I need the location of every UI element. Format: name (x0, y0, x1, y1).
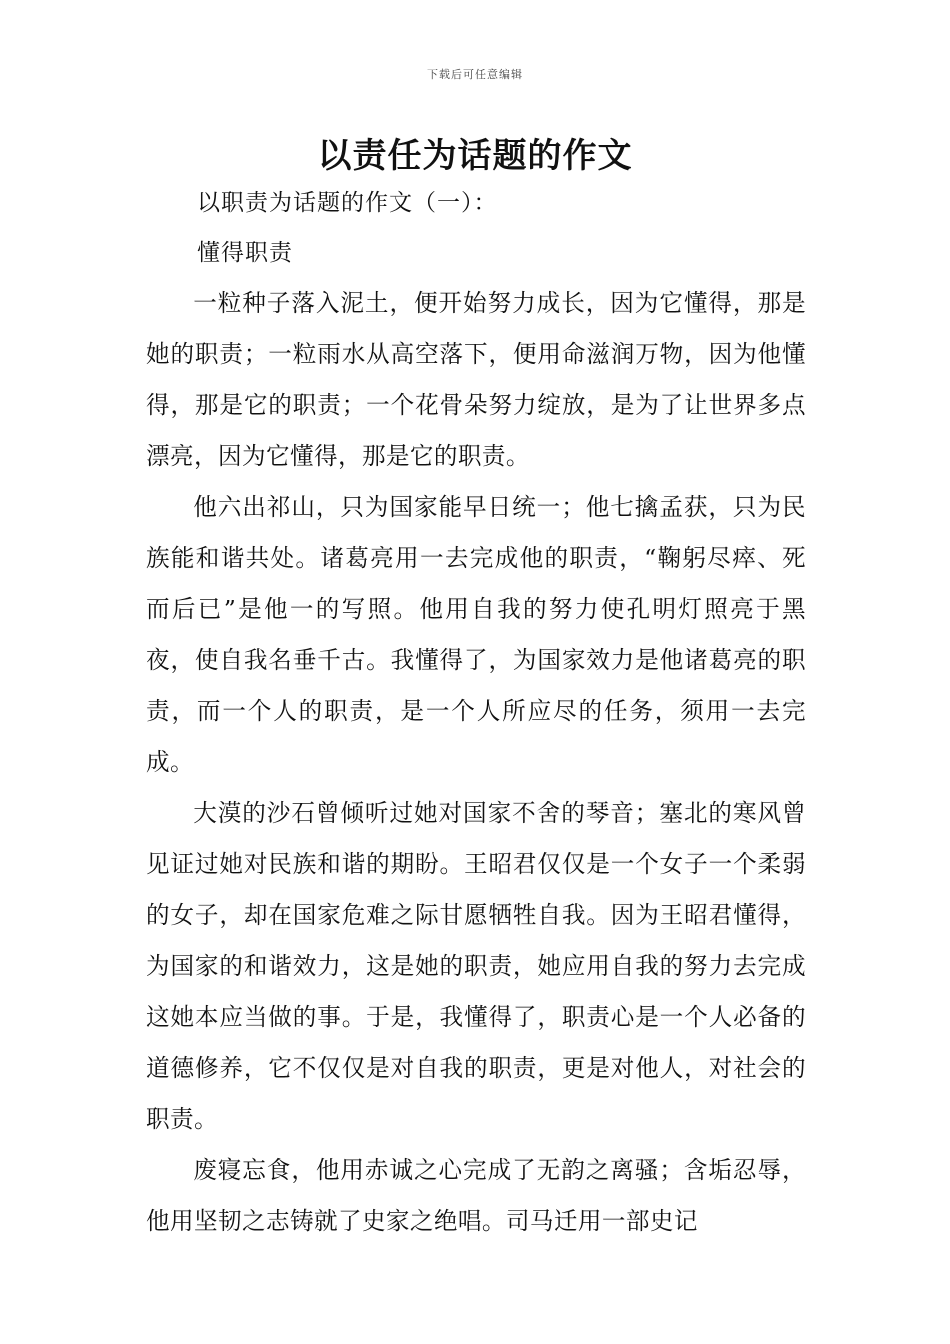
paragraph: 一粒种子落入泥土，便开始努力成长，因为它懂得，那是她的职责；一粒雨水从高空落下，便用命滋润万物，因为他懂得，那是它的职责；一个花骨朵努力绽放，是为了让世界多点漂亮，因为它懂得，那是它的职责。 (146, 289, 806, 470)
essay-subtitle: 懂得职责 (197, 240, 293, 266)
paragraph: 废寝忘食，他用赤诚之心完成了无韵之离骚；含垢忍辱，他用坚韧之志铸就了史家之绝唱。司马迁用一部史记 (146, 1156, 806, 1235)
paragraph: 他六出祁山，只为国家能早日统一；他七擒孟获，只为民族能和谐共处。诸葛亮用一去完成他的职责，“鞠躬尽瘁、死而后已”是他一的写照。他用自我的努力使孔明灯照亮于黑夜，使自我名垂千古。我懂得了，为国家效力是他诸葛亮的职责，而一个人的职责，是一个人所应尽的任务，须用一去完成。 (146, 493, 806, 776)
page-header-note: 下载后可任意编辑 (427, 68, 523, 81)
document-title: 以责任为话题的作文 (317, 136, 633, 176)
paragraph: 大漠的沙石曾倾听过她对国家不舍的琴音；塞北的寒风曾见证过她对民族和谐的期盼。王昭君仅仅是一个女子一个柔弱的女子，却在国家危难之际甘愿牺牲自我。因为王昭君懂得，为国家的和谐效力，这是她的职责，她应用自我的努力去完成这她本应当做的事。于是，我懂得了，职责心是一个人必备的道德修养，它不仅仅是对自我的职责，更是对他人，对社会的职责。 (146, 799, 806, 1133)
essay-body (146, 278, 806, 1247)
essay-heading: 以职责为话题的作文（一）： (197, 190, 498, 216)
